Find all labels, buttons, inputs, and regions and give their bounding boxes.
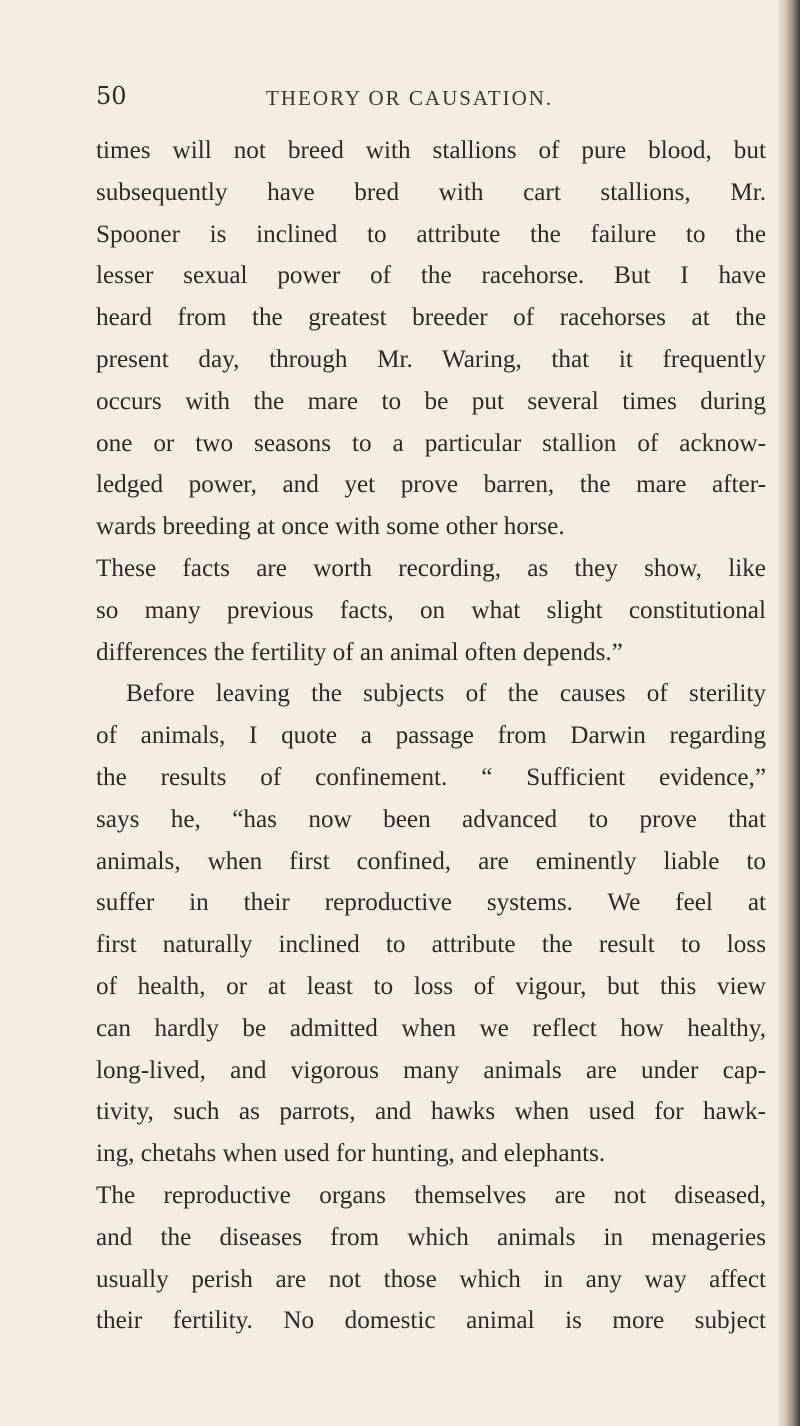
page-edge-shadow (778, 0, 800, 1426)
text-line: subsequently have bred with cart stallions, Mr. (96, 178, 766, 206)
text-line: says he, “has now been advanced to prove that (96, 805, 766, 833)
running-head: THEORY OR CAUSATION. (266, 86, 554, 110)
text-line: their fertility. No domestic animal is more subject (96, 1307, 766, 1335)
text-line: and the diseases from which animals in menageries (96, 1223, 766, 1251)
text-line: ing, chetahs when used for hunting, and elephants. (96, 1140, 606, 1168)
page-number: 50 (96, 82, 127, 110)
text-line: of animals, I quote a passage from Darwin regarding (96, 722, 766, 750)
text-line: so many previous facts, on what slight constitutional (96, 596, 766, 624)
text-line: times will not breed with stallions of pure blood, but (96, 137, 766, 164)
text-line: of health, or at least to loss of vigour, but this view (96, 972, 766, 1000)
text-line: can hardly be admitted when we reflect how healthy, (96, 1014, 766, 1042)
text-line: heard from the greatest breeder of racehorses at the (96, 304, 766, 332)
text-line: one or two seasons to a particular stallion of acknow- (96, 429, 766, 457)
text-line: The reproductive organs themselves are not diseased, (96, 1181, 766, 1209)
text-line: suffer in their reproductive systems. We feel at (96, 889, 766, 917)
text-line: usually perish are not those which in any way affect (96, 1265, 766, 1293)
text-line: tivity, such as parrots, and hawks when used for hawk- (96, 1098, 766, 1126)
text-line: differences the fertility of an animal often depends.” (96, 638, 623, 666)
text-line: first naturally inclined to attribute the result to loss (96, 931, 766, 959)
text-line: long-lived, and vigorous many animals are under cap- (96, 1056, 766, 1084)
text-line: Spooner is inclined to attribute the failure to the (96, 220, 766, 248)
text-line: present day, through Mr. Waring, that it frequently (96, 345, 766, 373)
text-line: animals, when first confined, are eminently liable to (96, 847, 766, 875)
text-line: the results of confinement. “ Sufficient evidence,” (96, 763, 766, 791)
text-line: occurs with the mare to be put several times during (96, 387, 766, 415)
page-header (96, 82, 756, 122)
text-line: These facts are worth recording, as they show, like (96, 554, 766, 582)
text-line: ledged power, and yet prove barren, the mare after- (96, 471, 766, 499)
text-line: Before leaving the subjects of the causes of sterility (126, 680, 766, 708)
text-line: wards breeding at once with some other horse. (96, 513, 565, 541)
body-text (96, 130, 766, 1342)
text-line: lesser sexual power of the racehorse. But I have (96, 262, 766, 290)
